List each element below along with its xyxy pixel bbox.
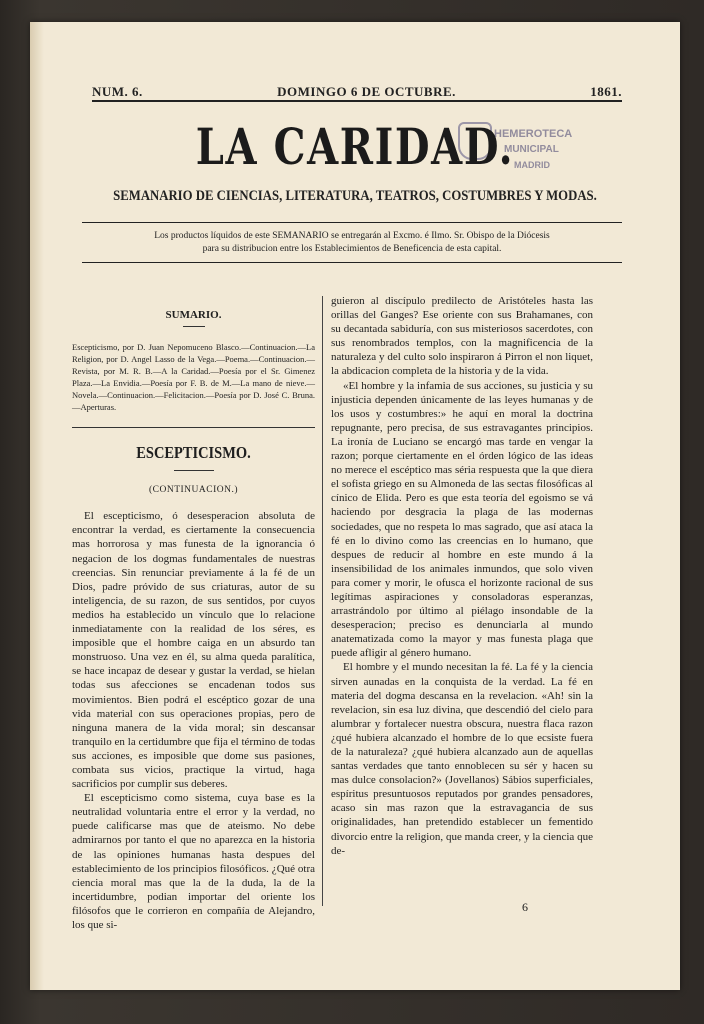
sumario-title: SUMARIO. [165, 309, 222, 321]
column-divider [322, 296, 323, 906]
article-paragraph: El escepticismo, ó desesperacion absoluta de encontrar la verdad, es ciertamente la consecuencia mas horrorosa y mas funesta de la ignorancia ó negacion de los dogmas fundamentales de nuestras creencias. Sin renunciar previamente á la fé de un Dios, padre próvido de sus criaturas, autor de su inteligencia, de su razon, de sus sentidos, por cuyos medios ha establecido un vínculo que lo relacione inmediatamente con la realidad de los séres, es imposible que el hombre caiga en un absurdo tan monstruoso. Una vez en él, su alma queda paralítica, se hace incapaz de desear y gustar la verdad, se hielan todas sus afecciones se encadenan todos sus movimientos. Bien podrá el escéptico gozar de una vida material con sus operaciones propias, pero de ninguna manera de la vida moral; sin descansar tranquilo en la certidumbre que fija el término de todas sus acciones, es imposible que dome sus pasiones, combata sus vicios, practique la virtud, haga sacrificios por cumplir sus deberes. [72, 510, 315, 791]
sumario-rule [183, 326, 205, 327]
notice-line-1: Los productos líquidos de este SEMANARIO se entregarán al Excmo. é Ilmo. Sr. Obispo de la Diócesis [154, 231, 550, 241]
issue-year: 1861. [590, 84, 622, 99]
newspaper-page [30, 22, 680, 990]
distribution-notice [82, 230, 622, 256]
masthead-title: LA CARIDAD. [195, 117, 515, 176]
notice-top-rule [82, 222, 622, 223]
header-rule [92, 100, 622, 102]
article-title: ESCEPTICISMO. [136, 443, 251, 463]
notice-line-2: para su distribucion entre los Establecimientos de Beneficencia de esta capital. [202, 244, 502, 254]
continuation-label: (CONTINUACION.) [148, 485, 239, 496]
issue-number: NUM. 6. [92, 84, 143, 99]
page-gutter [30, 22, 44, 990]
issue-date: DOMINGO 6 DE OCTUBRE. [277, 84, 456, 99]
article-paragraph: El hombre y el mundo necesitan la fé. La fé y la ciencia sirven aunadas en la conquista de la verdad. La fé en materia del dogma descansa en la revelacion. «Ah! sin la revelacion, sin esa luz divina, que descendió del cielo para alumbrar y fortalecer nuestra obscura, nuestra flaca razon ¿qué hubiera alcanzado el hombre de lo que ecsiste fuera de la naturaleza? ¿qué hubiera alcanzado aun de aquellas santas verdades que tanto ennoblecen su sér y hacen su mas dulce consolacion?» (Jovellanos) Sábios superficiales, espíritus presuntuosos reputados por grandes pensadores, acaso sin mas razon que la estravagancia de sus originalidades, han pretendido establecer un fementido divorcio entre la religion, que manda creer, y la ciencia que de- [331, 661, 593, 857]
article-paragraph: El escepticismo como sistema, cuya base es la neutralidad voluntaria entre el error y la verdad, no puede calificarse mas que de ateismo. No debe admirarnos por tanto el que no aparezca en la historia de las opiniones humanas hasta despues del establecimiento de los principios filosóficos. ¿Qué otra ciencia moral mas que la de la duda, la de la incertidumbre, podian importar del oriente los filósofos que le corrieron en compañía de Alejandro, los que si- [72, 792, 315, 931]
left-column [72, 294, 315, 932]
sumario-text: Escepticismo, por D. Juan Nepomuceno Blasco.—Continuacion.—La Religion, por D. Angel Lasso de la Vega.—Poema.—Continuacion.—Revista, por M. R. B.—A la Caridad.—Poesía por el Sr. Gimenez Plaza.—La Envidia.—Poesía por F. B. de M.—La mano de nieve.—Novela.—Continuacion.—Felicitacion.—Poesía por D. José C. Bruna.—Aperturas. [72, 342, 315, 413]
masthead-subtitle: SEMANARIO DE CIENCIAS, LITERATURA, TEATROS, COSTUMBRES Y MODAS. [113, 188, 597, 204]
notice-bottom-rule [82, 262, 622, 263]
page-number: 6 [522, 900, 528, 914]
issue-header [92, 84, 622, 100]
stamp-line-1: HEMEROTECA [494, 128, 573, 140]
article-title-rule [174, 470, 214, 471]
right-column [331, 294, 593, 858]
stamp-line-2: MUNICIPAL [504, 144, 559, 155]
article-paragraph: «El hombre y la infamia de sus acciones, su justicia y su injusticia dependen únicamente de las leyes humanas y de los usos y costumbres:» he aquí en moral la doctrina repugnante, pero precisa, de sus estravagantes principios. La ironía de Luciano se encargó mas tarde en vengar la razon; porque ciertamente en el órden lógico de las ideas no merece el escéptico mas séria respuesta que la que diera el sofista griego en su Almoneda de las sectas filosóficas al cínico de Elida. Pero es que esta teoría del egoismo se vá haciendo por desgracia la plaga de las modernas sociedades, que no respeta lo mas sagrado, que así ataca la fé en lo divino como las creencias en lo humano, que despues de reducir al hombre en este mundo á la insensibilidad de los animales inmundos, que solo viven para comer y morir, le ofusca el horizonte racional de sus legítimas aspiraciones y consoladoras esperanzas, arrastrándolo por último al piélago insondable de la desesperacion; preciso es denunciarla al mundo anatematizada como la mayor y mas funesta plaga que puede afligir al género humano. [331, 379, 593, 660]
stamp-line-3: MADRID [514, 160, 550, 170]
article-paragraph: guieron al discípulo predilecto de Aristóteles hasta las orillas del Ganges? Ese oriente con sus Brahamanes, con su decantada sabiduría, con sus misteriosos sacerdotes, con sus renombrados templos, con la magnificencia de la naturaleza y del culto solo inspiraron á Pirron el non liquet, la abdicacion completa de la historia y de la vida. [331, 295, 593, 378]
section-rule [72, 427, 315, 428]
